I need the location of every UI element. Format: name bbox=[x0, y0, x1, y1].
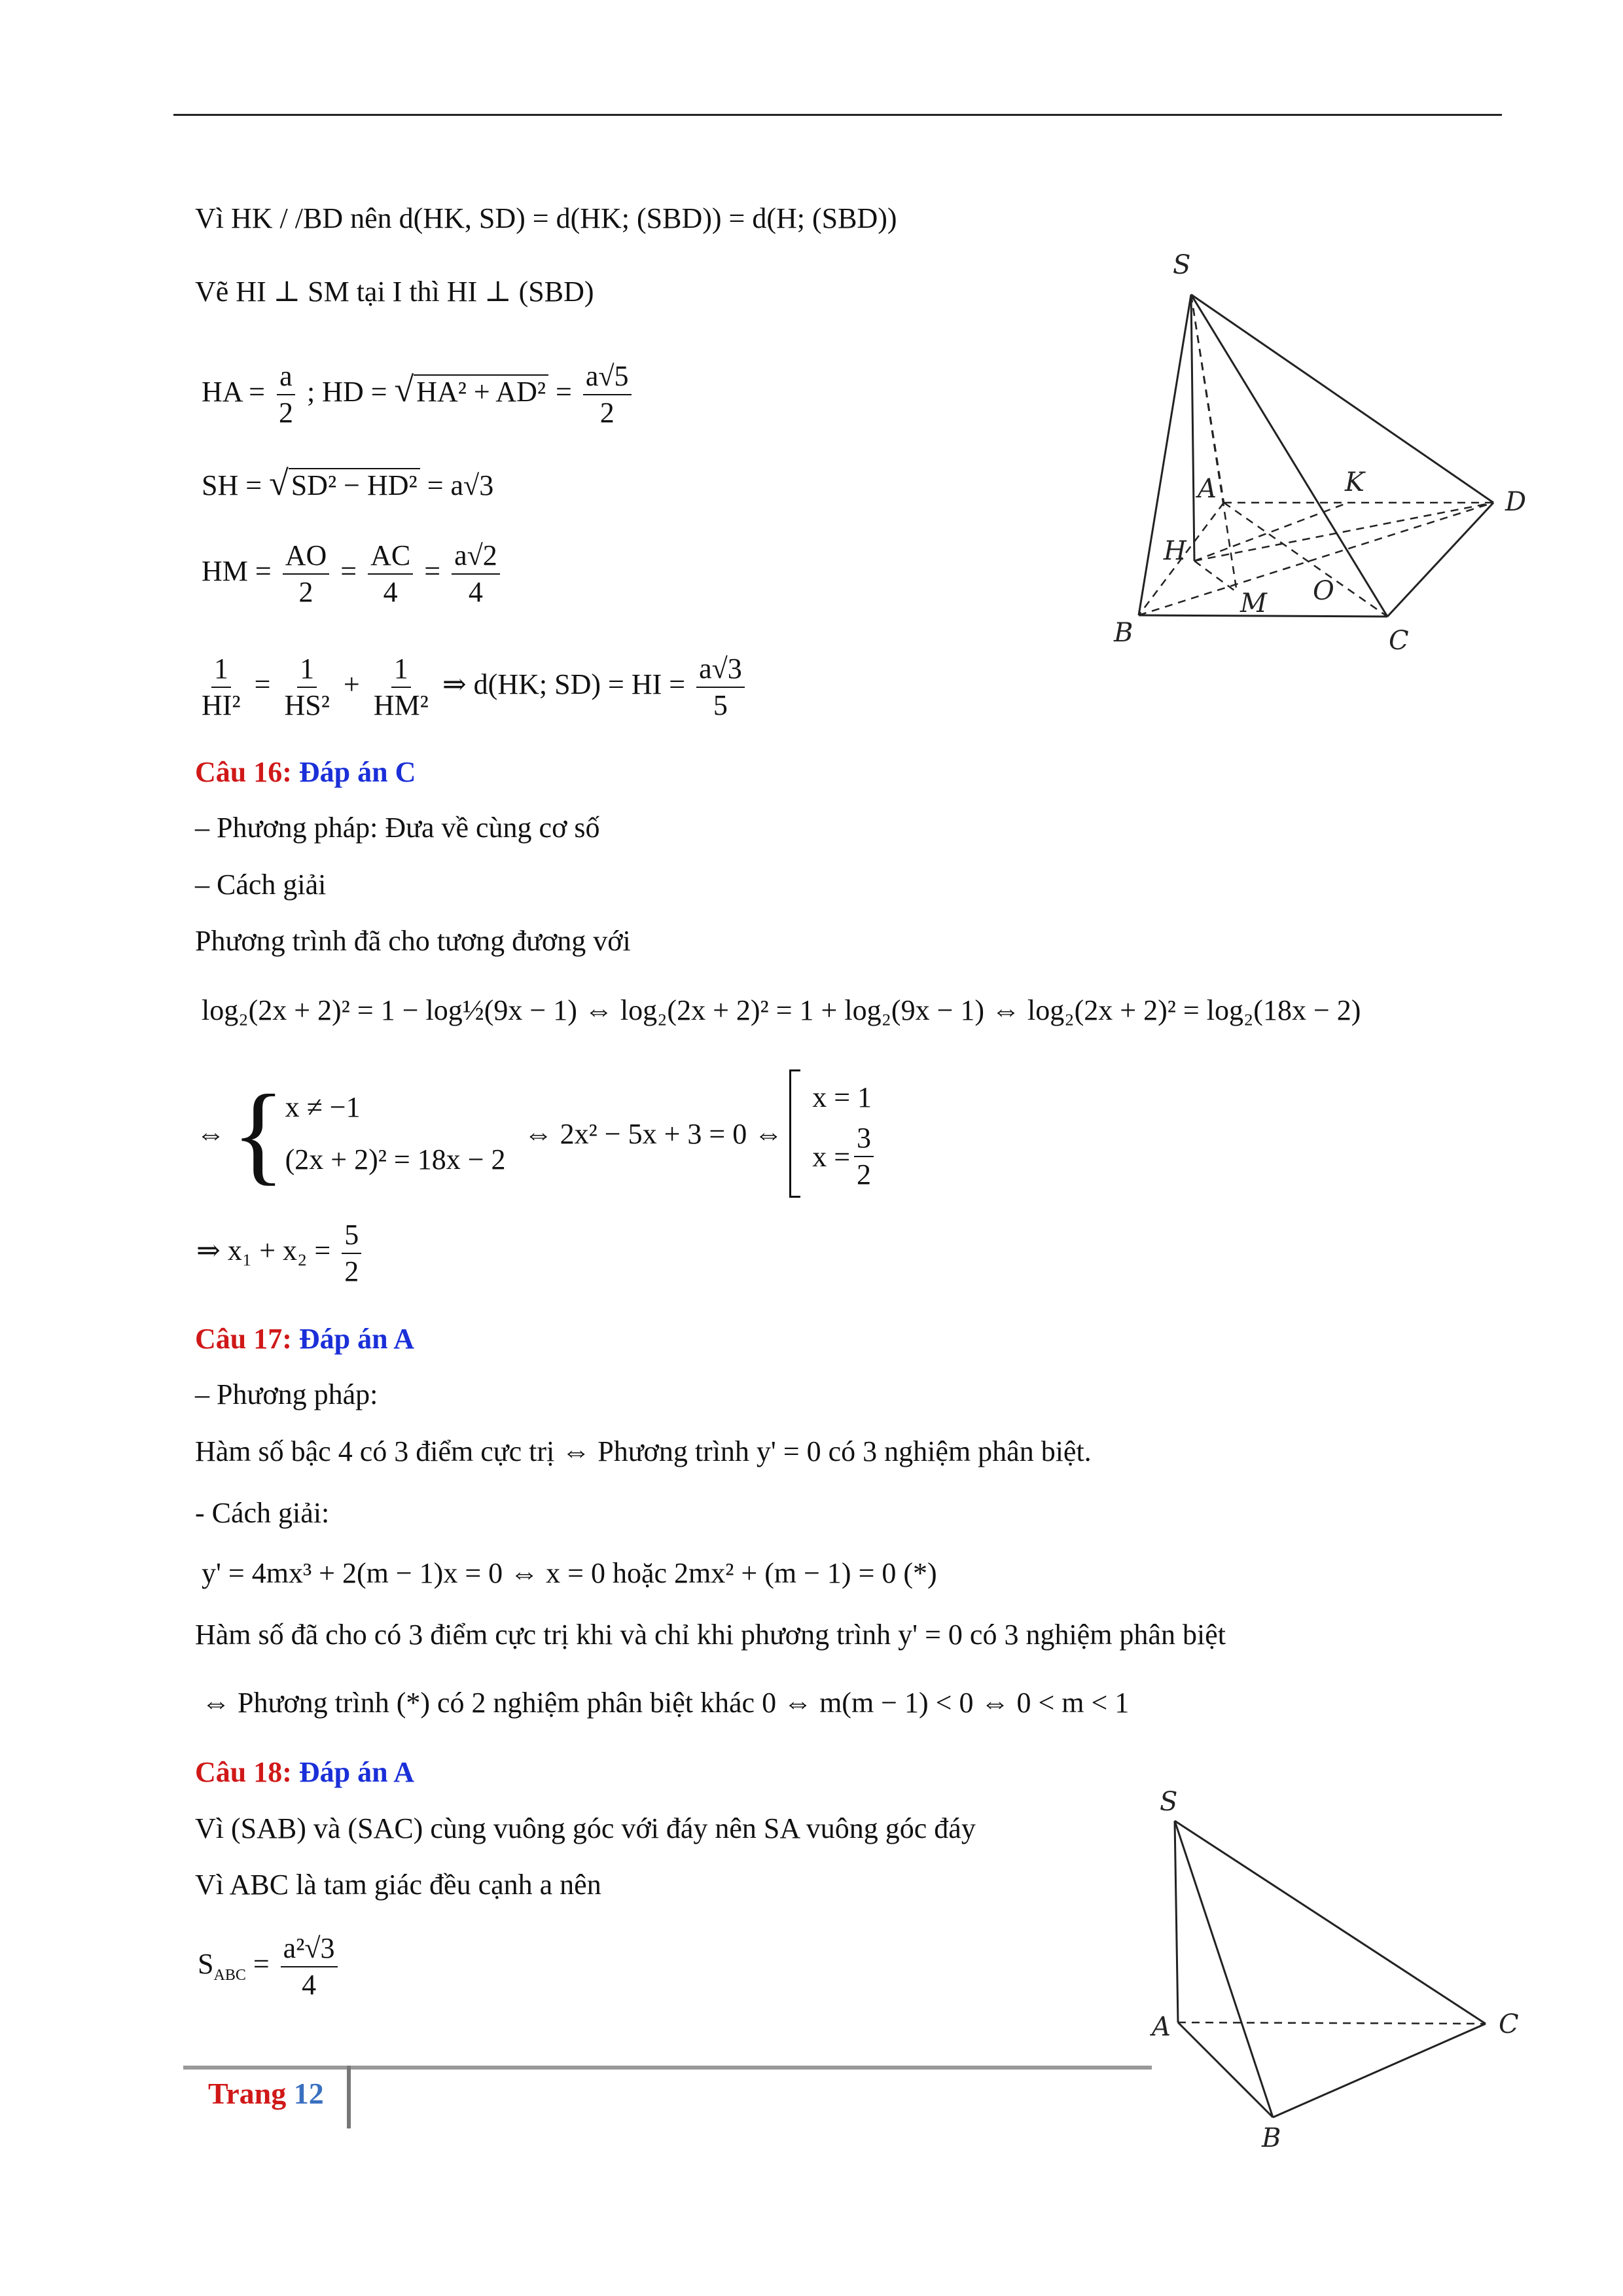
q17-line4: ⇔ Phương trình (*) có 2 nghiệm phân biệt khác 0 ⇔ m(m − 1) < 0 ⇔ 0 < m < 1 bbox=[202, 1687, 1130, 1719]
tetrahedron-figure bbox=[1113, 1787, 1531, 2153]
q15-line1: Vì HK / /BD nên d(HK, SD) = d(HK; (SBD)) = d(H; (SBD)) bbox=[195, 202, 897, 234]
edge-SD bbox=[1191, 295, 1493, 503]
label-B: B bbox=[1114, 618, 1133, 648]
segment-SM bbox=[1191, 295, 1237, 592]
q16-intro: Phương trình đã cho tương đương với bbox=[195, 925, 631, 957]
header-rule bbox=[173, 114, 1502, 116]
label-K: K bbox=[1345, 467, 1364, 497]
label-H: H bbox=[1164, 536, 1186, 566]
q16-system: ⇔ { x ≠ −1 (2x + 2)² = 18x − 2 ⇔ 2x² − 5x + 3 = 0 ⇔ x = 1 x = $\frac{3}{2}$ bbox=[196, 1068, 878, 1199]
label-M: M bbox=[1240, 588, 1267, 619]
label-O: O bbox=[1313, 576, 1334, 606]
q15-ha-hd: HA = $\frac{a}{2}$ ; HD = √HA² + AD² = $\frac{a√5}{2}$ bbox=[202, 359, 635, 431]
edge-SB bbox=[1175, 1821, 1273, 2117]
q18-line2: Vì ABC là tam giác đều cạnh a nên bbox=[195, 1869, 601, 1901]
edge-SC bbox=[1175, 1821, 1486, 2024]
segment-SH bbox=[1191, 295, 1194, 561]
q16-method: – Phương pháp: Đưa về cùng cơ số bbox=[195, 812, 600, 844]
label-D: D bbox=[1505, 487, 1527, 517]
q17-line2: y' = 4mx³ + 2(m − 1)x = 0 ⇔ x = 0 hoặc 2mx² + (m − 1) = 0 (*) bbox=[202, 1557, 937, 1589]
q15-sh: SH = √SD² − HD² = a√3 bbox=[202, 463, 494, 503]
pyramid-figure bbox=[1086, 242, 1558, 674]
q17-line3: Hàm số đã cho có 3 điểm cực trị khi và chỉ khi phương trình y' = 0 có 3 nghiệm phân biệt bbox=[195, 1619, 1226, 1651]
q17-heading: Câu 17: Đáp án A bbox=[195, 1323, 414, 1355]
q16-heading: Câu 16: Đáp án C bbox=[195, 756, 416, 788]
q15-hm: HM = $\frac{AO}{2}$ = $\frac{AC}{4}$ = $\frac{a√2}{4}$ bbox=[202, 538, 504, 610]
q16-solution: – Cách giải bbox=[195, 869, 327, 901]
q18-area: $S_{ABC}$ = $\frac{\text{a²√3}}{4}$ bbox=[198, 1931, 342, 2003]
q18-heading: Câu 18: Đáp án A bbox=[195, 1756, 414, 1788]
edge-AB bbox=[1178, 2022, 1273, 2117]
label-S: S bbox=[1173, 250, 1191, 280]
edge-BC bbox=[1273, 2024, 1486, 2117]
label-A: A bbox=[1152, 2012, 1171, 2042]
footer-rule bbox=[183, 2066, 1152, 2070]
edge-AC bbox=[1178, 2022, 1486, 2024]
segment-HM bbox=[1194, 561, 1237, 592]
label-C: C bbox=[1499, 2009, 1519, 2039]
edge-SA bbox=[1175, 1821, 1178, 2022]
q18-line1: Vì (SAB) và (SAC) cùng vuông góc với đáy nên SA vuông góc đáy bbox=[195, 1812, 976, 1844]
q15-hi: $\frac{1}{\text{HI²}}$ = $\frac{1}{\text{HS²}}$ + $\frac{1}{\text{HM²}}$ ⇒ d(HK; SD) = HI = $\frac{a√3}{5}$ bbox=[195, 651, 749, 723]
label-S: S bbox=[1160, 1787, 1178, 1817]
q16-sum: ⇒ x₁ + x₂ = $\frac{5}{2}$ bbox=[196, 1217, 365, 1289]
label-A: A bbox=[1198, 474, 1217, 504]
segment-HK bbox=[1194, 503, 1348, 561]
page-number: Trang 12 bbox=[208, 2077, 324, 2110]
q15-line2: Vẽ HI ⊥ SM tại I thì HI ⊥ (SBD) bbox=[195, 276, 594, 308]
footer-divider bbox=[347, 2066, 351, 2128]
edge-SB bbox=[1139, 295, 1191, 615]
q17-solution: - Cách giải: bbox=[195, 1497, 330, 1529]
q16-eq1: log₂(2x + 2)² = 1 − log½(9x − 1) ⇔ log₂(2x + 2)² = 1 + log₂(9x − 1) ⇔ log₂(2x + 2)² = log₂(18x − 2) bbox=[202, 994, 1361, 1026]
q17-line1: Hàm số bậc 4 có 3 điểm cực trị ⇔ Phương trình y' = 0 có 3 nghiệm phân biệt. bbox=[195, 1435, 1092, 1467]
q17-method: – Phương pháp: bbox=[195, 1378, 378, 1410]
label-C: C bbox=[1389, 626, 1409, 656]
label-B: B bbox=[1262, 2123, 1281, 2153]
